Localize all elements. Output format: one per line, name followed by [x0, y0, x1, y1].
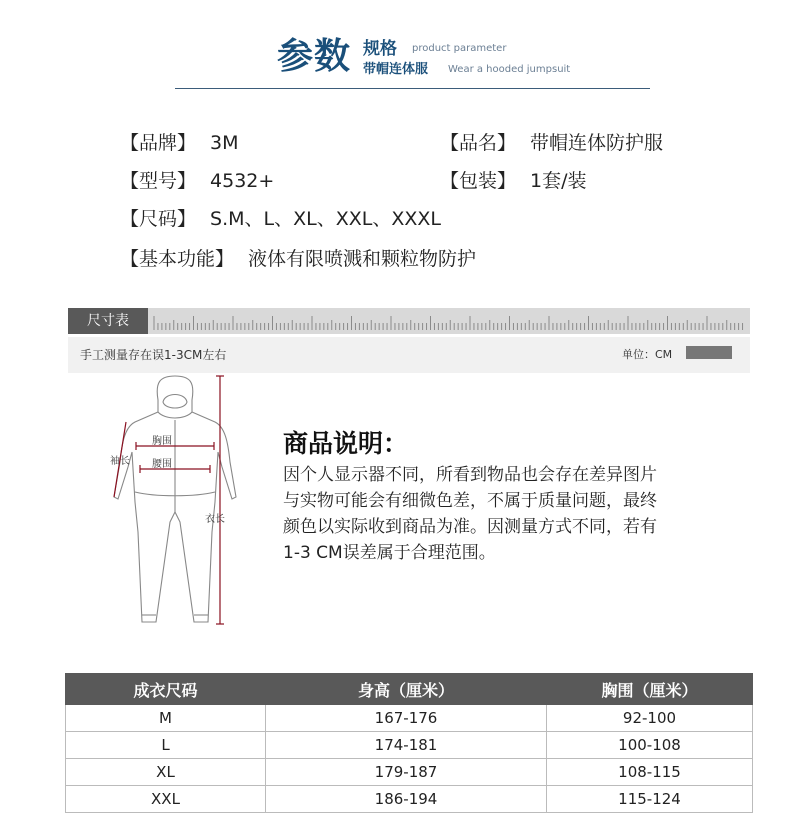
spec-brand: [120, 128, 239, 155]
spec-function: [120, 244, 476, 271]
ruler-label: 尺寸表: [68, 308, 148, 334]
spec-function-value: 液体有限喷溅和颗粒物防护: [248, 248, 477, 270]
header-title-big: 参数: [277, 36, 352, 77]
spec-sizes-value: S.M、L、XL、XXL、XXXL: [210, 208, 441, 230]
cell-chest: 115-124: [547, 786, 753, 813]
cell-chest: 108-115: [547, 759, 753, 786]
table-row: [66, 786, 753, 813]
figure-waist-label: 腰围: [152, 459, 172, 470]
table-row: [66, 759, 753, 786]
description-title: 商品说明：: [283, 429, 409, 458]
description-line: 1-3 CM误差属于合理范围。: [283, 543, 496, 563]
cell-size: L: [66, 732, 266, 759]
spec-package-label: 【包装】: [440, 170, 517, 192]
spec-model: [120, 166, 274, 193]
spec-brand-value: 3M: [210, 132, 239, 154]
figure-chest-label: 胸围: [152, 436, 172, 447]
size-chart-ruler: [68, 303, 750, 373]
spec-product-name-value: 带帽连体防护服: [530, 132, 664, 154]
figure-sleeve-label: 袖长: [110, 456, 130, 467]
ruler-note: 手工测量存在误1-3CM左右: [80, 348, 227, 362]
description-line: 与实物可能会有细微色差，不属于质量问题，最终: [283, 491, 657, 511]
size-table: [65, 673, 753, 813]
header-title-small: 规格: [363, 39, 397, 59]
table-row: [66, 732, 753, 759]
spec-product-name-label: 【品名】: [440, 132, 517, 154]
cell-height: 174-181: [266, 732, 547, 759]
jumpsuit-figure: [100, 372, 250, 637]
cell-height: 167-176: [266, 705, 547, 732]
header-subtitle: 带帽连体服: [363, 62, 429, 77]
spec-package: [440, 166, 587, 193]
cell-height: 186-194: [266, 786, 547, 813]
ruler-ticks: [152, 308, 748, 330]
header-chest: 胸围（厘米）: [547, 674, 753, 705]
header-height: 身高（厘米）: [266, 674, 547, 705]
cell-size: XL: [66, 759, 266, 786]
figure-length-label: 衣长: [205, 514, 225, 525]
cell-height: 179-187: [266, 759, 547, 786]
header-size: 成衣尺码: [66, 674, 266, 705]
description-line: 颜色以实际收到商品为准。因测量方式不同，若有: [283, 517, 657, 537]
header-subtitle-en: Wear a hooded jumpsuit: [448, 64, 571, 75]
size-table-header: [66, 674, 753, 705]
header-title-en: product parameter: [412, 43, 507, 54]
description-line: 因个人显示器不同，所看到物品也会存在差异图片: [283, 465, 657, 485]
cell-size: XXL: [66, 786, 266, 813]
spec-sizes: [120, 204, 441, 231]
spec-package-value: 1套/装: [530, 170, 587, 192]
measure-lines: [114, 376, 224, 624]
unit-ruler-icon: [686, 346, 732, 359]
spec-model-value: 4532+: [210, 170, 275, 192]
jumpsuit-outline-icon: [114, 376, 236, 622]
cell-chest: 100-108: [547, 732, 753, 759]
header-divider: [175, 88, 650, 89]
spec-model-label: 【型号】: [120, 170, 197, 192]
spec-product-name: [440, 128, 663, 155]
spec-function-label: 【基本功能】: [120, 248, 235, 270]
spec-brand-label: 【品牌】: [120, 132, 197, 154]
table-row: [66, 705, 753, 732]
spec-sizes-label: 【尺码】: [120, 208, 197, 230]
header: [0, 0, 800, 95]
ruler-unit: 单位：CM: [622, 348, 673, 361]
description-body: [283, 462, 753, 566]
cell-chest: 92-100: [547, 705, 753, 732]
cell-size: M: [66, 705, 266, 732]
